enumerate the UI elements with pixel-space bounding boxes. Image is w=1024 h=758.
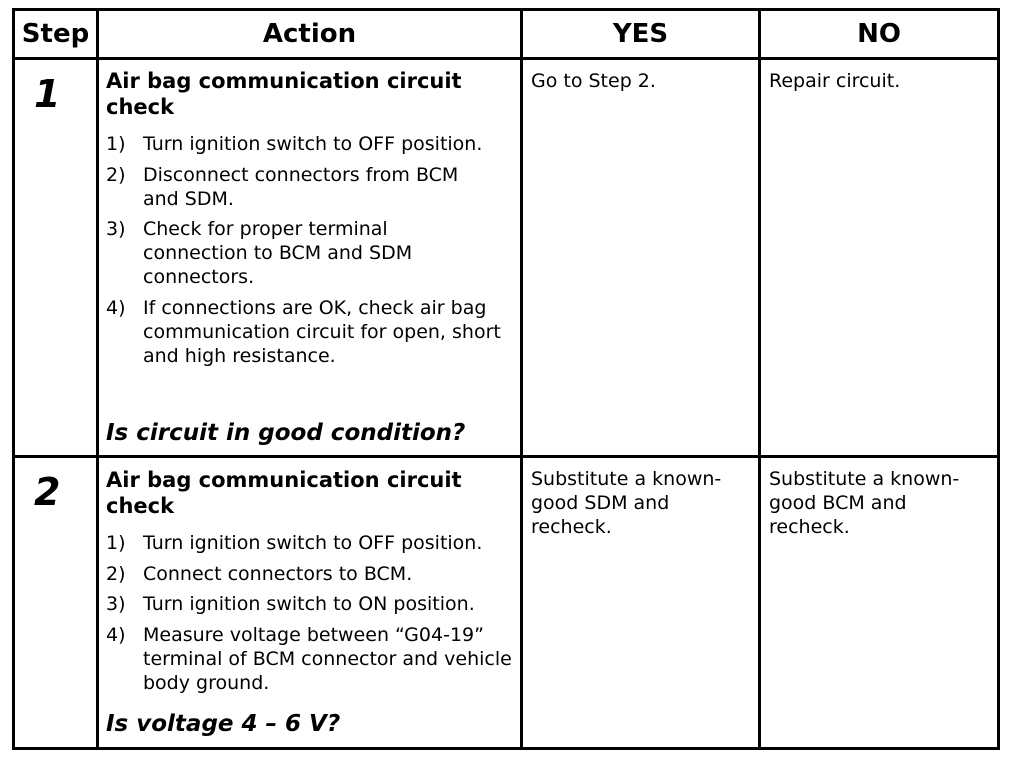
action-step-number: 2)	[106, 164, 126, 186]
header-step: Step	[21, 19, 90, 49]
header-yes: YES	[612, 19, 669, 49]
step-column-divider	[96, 8, 99, 750]
action-title: Air bag communication circuit check	[106, 468, 462, 518]
action-step	[106, 132, 516, 156]
row-divider	[12, 455, 1000, 458]
yes-cell: Go to Step 2.	[531, 70, 656, 92]
action-step-number: 4)	[106, 624, 126, 646]
action-step-text: Turn ignition switch to OFF position.	[143, 532, 483, 554]
no-cell: Substitute a known-good BCM and recheck.	[769, 468, 960, 538]
header-no: NO	[857, 19, 901, 49]
header-divider	[12, 57, 1000, 60]
action-step	[106, 592, 516, 616]
action-step	[106, 163, 516, 211]
action-step-text: Check for proper terminal connection to BCM and SDM connectors.	[143, 218, 413, 288]
action-question: Is circuit in good condition?	[106, 420, 466, 446]
action-step-text: Disconnect connectors from BCM and SDM.	[143, 164, 459, 210]
action-step	[106, 531, 516, 555]
action-step-number: 1)	[106, 133, 126, 155]
action-step	[106, 296, 516, 368]
action-step-number: 4)	[106, 297, 126, 319]
action-question: Is voltage 4 – 6 V?	[106, 711, 341, 737]
action-title: Air bag communication circuit check	[106, 69, 462, 119]
table-border-left	[12, 8, 15, 750]
action-step-text: Connect connectors to BCM.	[143, 563, 413, 585]
table-border-bottom	[12, 747, 1000, 750]
troubleshooting-table	[12, 8, 1000, 750]
action-step-text: Measure voltage between “G04-19” terminal of BCM connector and vehicle body ground.	[143, 624, 512, 694]
step-number: 1	[34, 72, 61, 116]
header-action: Action	[262, 19, 357, 49]
action-step-number: 3)	[106, 593, 126, 615]
action-step-text: Turn ignition switch to OFF position.	[143, 133, 483, 155]
action-step-number: 2)	[106, 563, 126, 585]
yes-cell: Substitute a known-good SDM and recheck.	[531, 468, 722, 538]
no-cell: Repair circuit.	[769, 70, 901, 92]
step-number: 2	[34, 470, 61, 514]
action-step-number: 1)	[106, 532, 126, 554]
table-border-right	[997, 8, 1000, 750]
action-step-number: 3)	[106, 218, 126, 240]
yes-column-divider	[758, 8, 761, 750]
action-step	[106, 217, 516, 289]
action-cell	[106, 68, 518, 454]
action-step-text: If connections are OK, check air bag communication circuit for open, short and high resistance.	[143, 297, 501, 367]
action-cell	[106, 467, 518, 745]
action-step	[106, 562, 516, 586]
action-column-divider	[520, 8, 523, 750]
action-step-text: Turn ignition switch to ON position.	[143, 593, 475, 615]
action-step	[106, 623, 516, 695]
